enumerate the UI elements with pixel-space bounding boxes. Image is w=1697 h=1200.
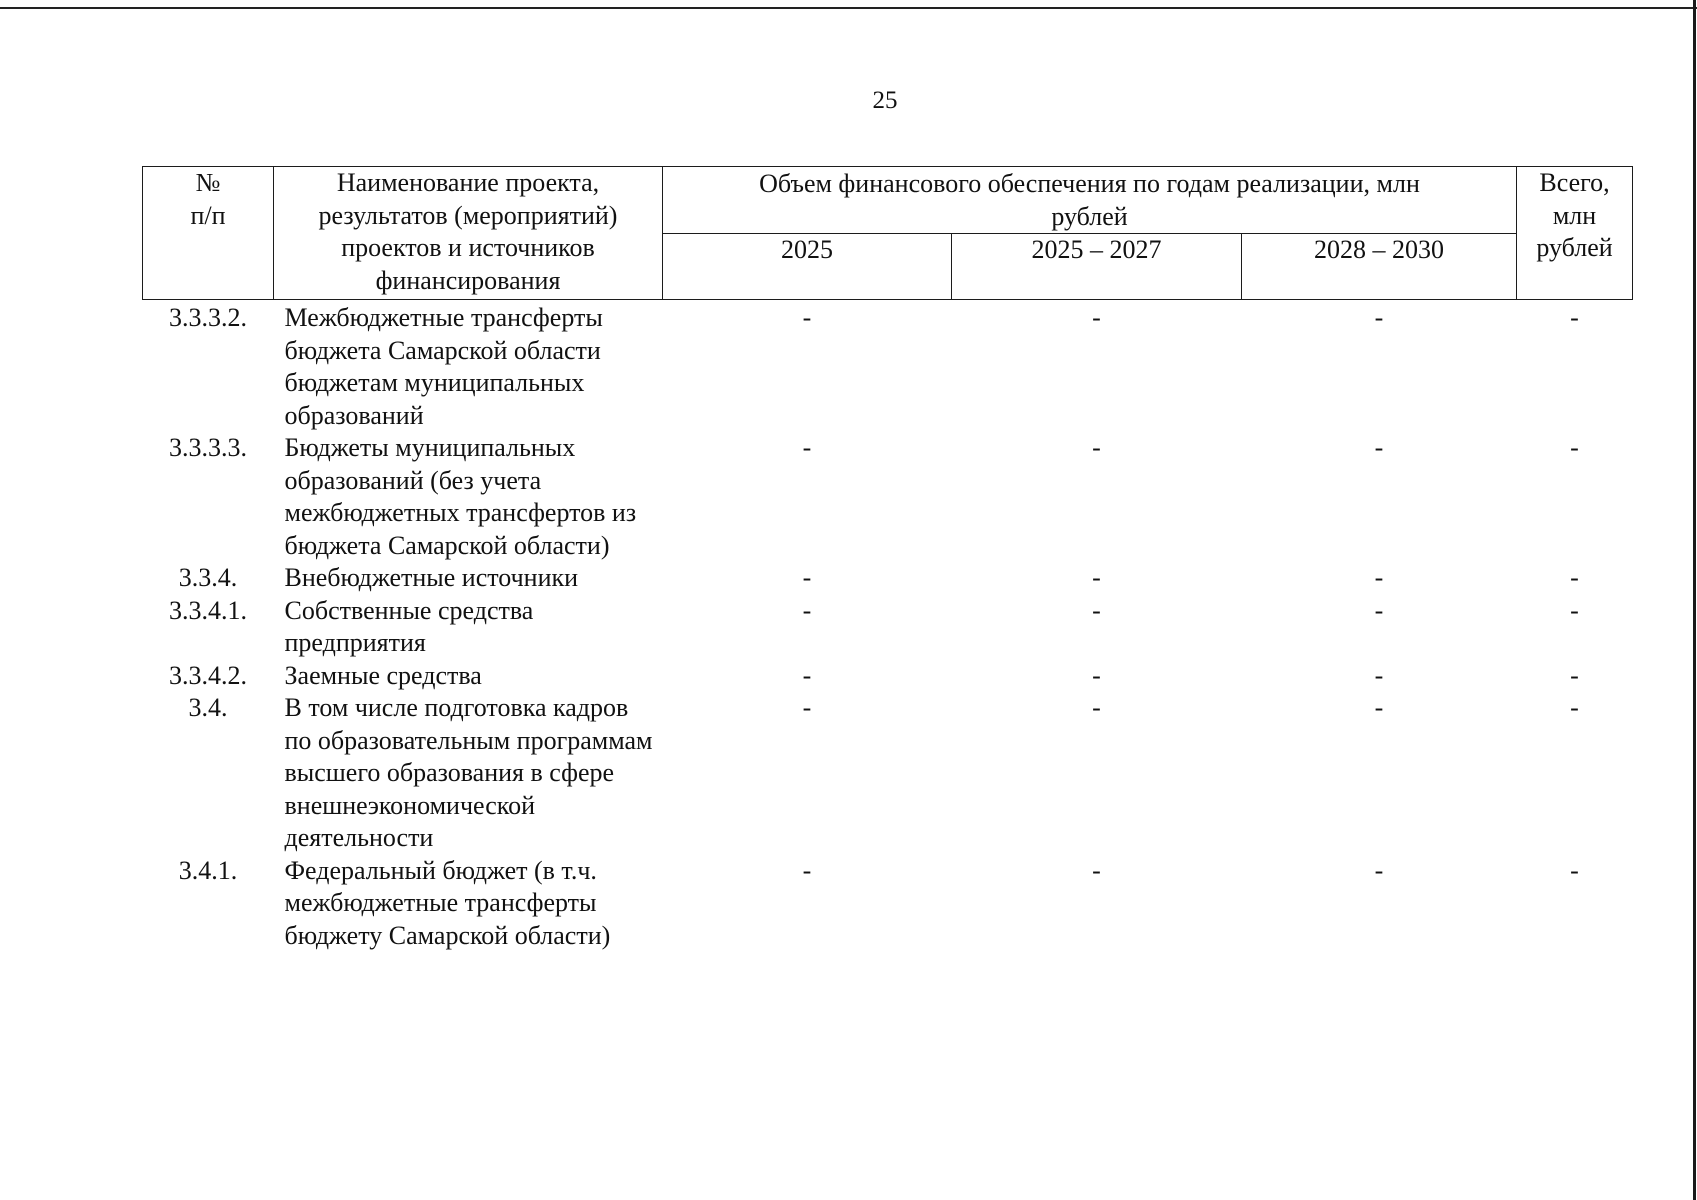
value-2025-2027: - xyxy=(1092,660,1101,690)
table-header xyxy=(143,167,1633,300)
value-total: - xyxy=(1570,693,1579,722)
value-2028-2030: - xyxy=(1374,303,1384,332)
row-number: 3.4. xyxy=(188,693,228,722)
value-total: - xyxy=(1570,660,1579,690)
table-row xyxy=(143,300,1633,433)
row-name: Федеральный бюджет (в т.ч. межбюджетные трансферты бюджету Самарской области) xyxy=(284,855,611,950)
header-year-2025-2027: 2025 – 2027 xyxy=(952,234,1242,300)
table-body xyxy=(143,300,1633,953)
value-2025-2027: - xyxy=(1092,433,1101,462)
value-total: - xyxy=(1570,595,1579,625)
value-total: - xyxy=(1570,855,1579,885)
value-2025: - xyxy=(802,595,812,625)
value-2025: - xyxy=(802,660,812,690)
table-row xyxy=(143,562,1633,595)
value-2025-2027: - xyxy=(1092,693,1101,722)
header-volume-group: Объем финансового обеспечения по годам реализации, млн рублей xyxy=(663,167,1517,234)
table-row xyxy=(143,660,1633,693)
table-row xyxy=(143,855,1633,953)
value-total: - xyxy=(1570,563,1579,592)
financing-table xyxy=(142,166,1633,952)
value-2025: - xyxy=(802,303,812,332)
table-row xyxy=(143,595,1633,660)
row-name: Собственные средства предприятия xyxy=(284,595,534,657)
row-number: 3.3.4.2. xyxy=(169,660,247,690)
header-name: Наименование проекта, результатов (мероприятий) проектов и источников финансирования xyxy=(274,167,663,300)
row-name: Межбюджетные трансферты бюджета Самарской области бюджетам муниципальных образований xyxy=(284,303,603,430)
value-2028-2030: - xyxy=(1374,563,1384,592)
value-2025-2027: - xyxy=(1092,855,1101,885)
row-name: Внебюджетные источники xyxy=(284,563,579,592)
header-number: № п/п xyxy=(143,167,274,300)
financing-table-container xyxy=(142,166,1632,952)
value-2025-2027: - xyxy=(1092,303,1101,332)
value-2025: - xyxy=(802,855,812,885)
header-total: Всего, млн рублей xyxy=(1517,167,1633,300)
table-row xyxy=(143,432,1633,562)
value-2025-2027: - xyxy=(1092,595,1101,625)
value-total: - xyxy=(1570,303,1579,332)
value-2025: - xyxy=(802,693,812,722)
value-2025: - xyxy=(802,433,812,462)
value-2028-2030: - xyxy=(1374,595,1384,625)
value-2025: - xyxy=(802,563,812,592)
header-year-2028-2030: 2028 – 2030 xyxy=(1242,234,1517,300)
row-name: Бюджеты муниципальных образований (без учета межбюджетных трансфертов из бюджета Самарской области) xyxy=(284,433,637,560)
value-2028-2030: - xyxy=(1374,433,1384,462)
value-2028-2030: - xyxy=(1374,660,1384,690)
value-2028-2030: - xyxy=(1374,855,1384,885)
value-2025-2027: - xyxy=(1092,563,1101,592)
row-name: В том числе подготовка кадров по образовательным программам высшего образования в сфере внешнеэкономической деятельности xyxy=(284,693,653,852)
value-2028-2030: - xyxy=(1374,693,1384,722)
row-number: 3.3.4.1. xyxy=(169,595,247,625)
page-number: 25 xyxy=(872,87,898,114)
row-number: 3.3.3.2. xyxy=(169,303,247,332)
header-year-2025: 2025 xyxy=(663,234,952,300)
row-number: 3.3.3.3. xyxy=(169,433,247,462)
table-row xyxy=(143,692,1633,855)
row-name: Заемные средства xyxy=(284,660,482,690)
row-number: 3.3.4. xyxy=(178,563,238,592)
right-border-line xyxy=(1693,0,1696,1200)
top-border-line xyxy=(0,7,1697,9)
value-total: - xyxy=(1570,433,1579,462)
row-number: 3.4.1. xyxy=(178,855,238,885)
